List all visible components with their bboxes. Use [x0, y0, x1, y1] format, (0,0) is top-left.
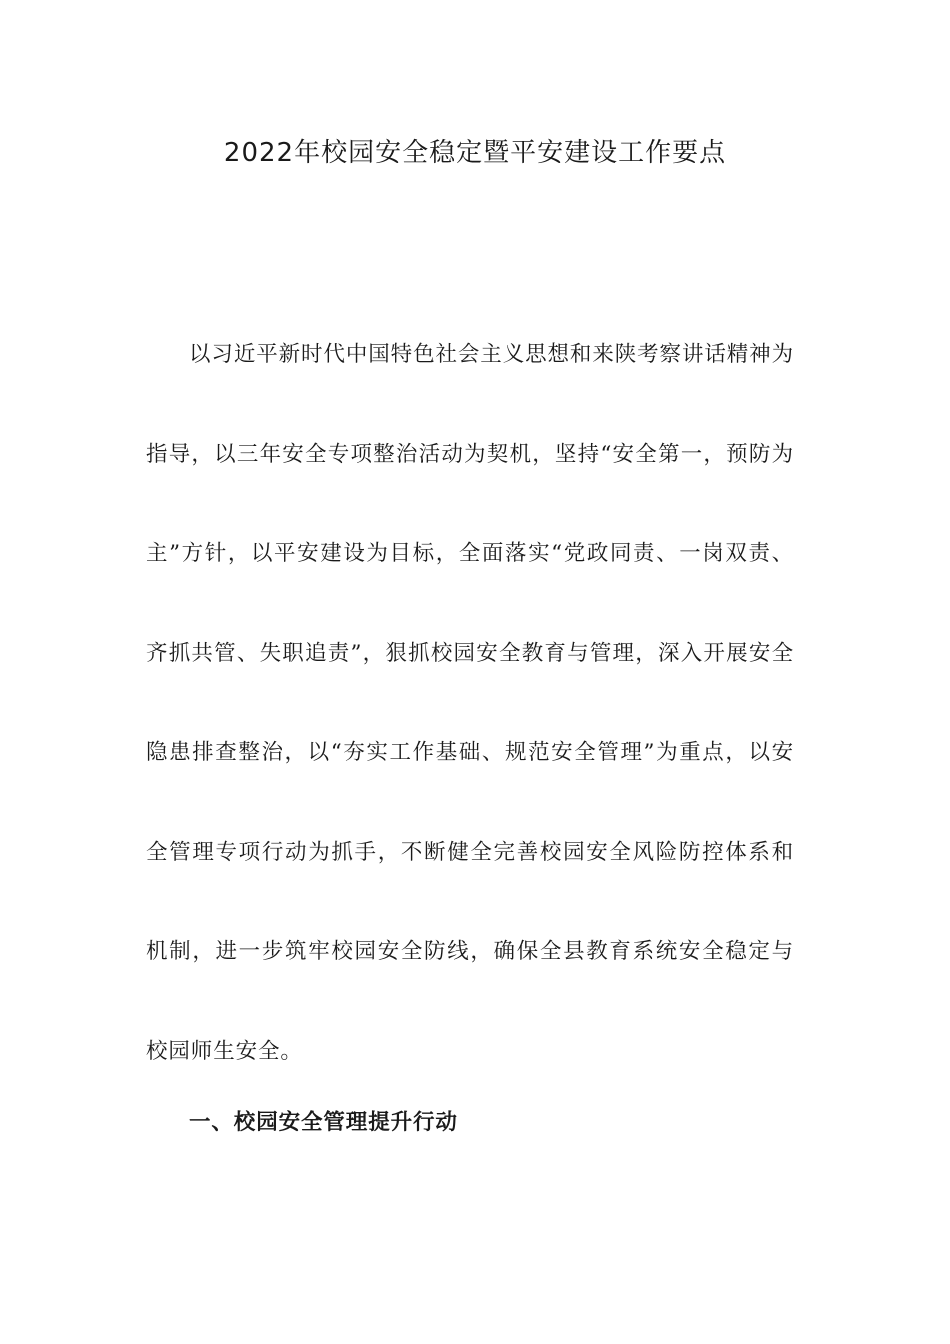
body-paragraph: 以习近平新时代中国特色社会主义思想和来陕考察讲话精神为指导，以三年安全专项整治活动为契机，坚持“安全第一，预防为主”方针，以平安建设为目标，全面落实“党政同责、一岗双责、齐抓共管、失职追责”，狠抓校园安全教育与管理，深入开展安全隐患排查整治，以“夯实工作基础、规范安全管理”为重点，以安全管理专项行动为抓手，不断健全完善校园安全风险防控体系和机制，进一步筑牢校园安全防线，确保全县教育系统安全稳定与校园师生安全。: [146, 342, 794, 1064]
document-title: 2022年校园安全稳定暨平安建设工作要点: [223, 138, 727, 168]
section-heading: 一、校园安全管理提升行动: [189, 1110, 458, 1135]
